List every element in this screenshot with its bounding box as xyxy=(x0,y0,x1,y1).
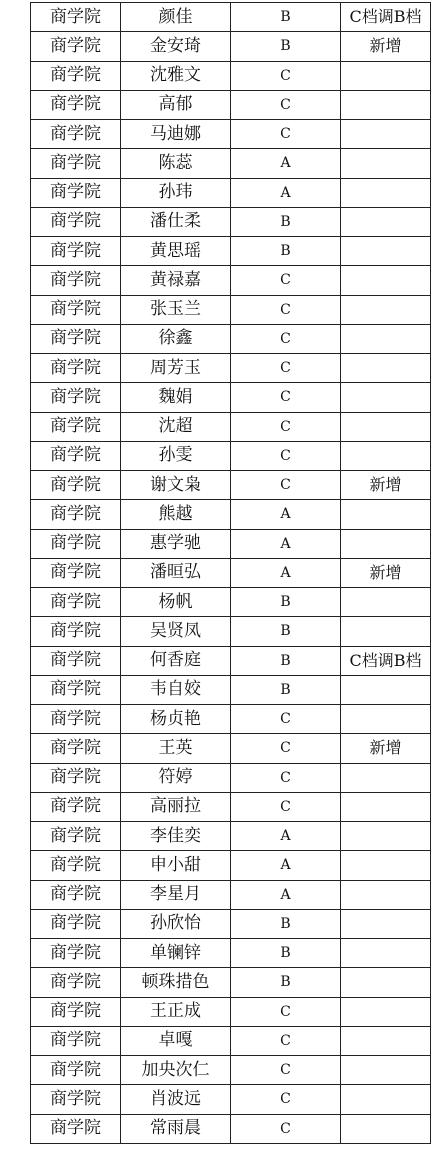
table-row xyxy=(31,500,431,529)
college-cell: 商学院 xyxy=(31,851,121,880)
remark-cell xyxy=(341,939,431,968)
college-cell: 商学院 xyxy=(31,588,121,617)
grade-cell: B xyxy=(231,939,341,968)
remark-cell xyxy=(341,529,431,558)
name-cell: 黄思瑶 xyxy=(121,237,231,266)
college-cell: 商学院 xyxy=(31,734,121,763)
table-row xyxy=(31,471,431,500)
college-cell: 商学院 xyxy=(31,705,121,734)
grade-cell: A xyxy=(231,149,341,178)
college-cell: 商学院 xyxy=(31,617,121,646)
grade-cell: B xyxy=(231,675,341,704)
college-cell: 商学院 xyxy=(31,178,121,207)
grade-cell: C xyxy=(231,441,341,470)
grade-cell: C xyxy=(231,120,341,149)
name-cell: 金安琦 xyxy=(121,32,231,61)
table-row xyxy=(31,441,431,470)
college-cell: 商学院 xyxy=(31,792,121,821)
grade-cell: C xyxy=(231,324,341,353)
college-cell: 商学院 xyxy=(31,558,121,587)
table-row xyxy=(31,646,431,675)
table-row xyxy=(31,90,431,119)
grade-cell: B xyxy=(231,237,341,266)
table-row xyxy=(31,588,431,617)
table-row xyxy=(31,880,431,909)
remark-cell xyxy=(341,149,431,178)
grade-cell: C xyxy=(231,383,341,412)
college-cell: 商学院 xyxy=(31,675,121,704)
grade-cell: C xyxy=(231,997,341,1026)
grade-cell: B xyxy=(231,646,341,675)
remark-cell: 新增 xyxy=(341,471,431,500)
college-cell: 商学院 xyxy=(31,237,121,266)
table-row xyxy=(31,383,431,412)
grade-cell: C xyxy=(231,90,341,119)
table-row xyxy=(31,851,431,880)
college-cell: 商学院 xyxy=(31,646,121,675)
college-cell: 商学院 xyxy=(31,1026,121,1055)
name-cell: 张玉兰 xyxy=(121,295,231,324)
table-row xyxy=(31,3,431,32)
name-cell: 沈超 xyxy=(121,412,231,441)
grade-cell: C xyxy=(231,412,341,441)
grade-cell: C xyxy=(231,61,341,90)
college-cell: 商学院 xyxy=(31,968,121,997)
grade-cell: B xyxy=(231,3,341,32)
table-row xyxy=(31,939,431,968)
name-cell: 单镧锌 xyxy=(121,939,231,968)
table-row xyxy=(31,1056,431,1085)
name-cell: 陈蕊 xyxy=(121,149,231,178)
grade-cell: A xyxy=(231,558,341,587)
remark-cell xyxy=(341,968,431,997)
name-cell: 李星月 xyxy=(121,880,231,909)
grade-cell: B xyxy=(231,207,341,236)
college-cell: 商学院 xyxy=(31,529,121,558)
grade-cell: B xyxy=(231,968,341,997)
remark-cell xyxy=(341,207,431,236)
grade-cell: C xyxy=(231,295,341,324)
college-cell: 商学院 xyxy=(31,1056,121,1085)
name-cell: 李佳奕 xyxy=(121,822,231,851)
remark-cell xyxy=(341,383,431,412)
table-row xyxy=(31,1085,431,1114)
table-row xyxy=(31,792,431,821)
name-cell: 孙雯 xyxy=(121,441,231,470)
remark-cell xyxy=(341,441,431,470)
remark-cell xyxy=(341,354,431,383)
name-cell: 符婷 xyxy=(121,763,231,792)
name-cell: 徐鑫 xyxy=(121,324,231,353)
name-cell: 王正成 xyxy=(121,997,231,1026)
grade-cell: C xyxy=(231,266,341,295)
grade-cell: A xyxy=(231,529,341,558)
grade-cell: C xyxy=(231,1085,341,1114)
name-cell: 高丽拉 xyxy=(121,792,231,821)
grade-cell: B xyxy=(231,617,341,646)
remark-cell xyxy=(341,909,431,938)
table-row xyxy=(31,32,431,61)
name-cell: 惠学驰 xyxy=(121,529,231,558)
remark-cell xyxy=(341,61,431,90)
table-row xyxy=(31,61,431,90)
name-cell: 谢文枭 xyxy=(121,471,231,500)
college-cell: 商学院 xyxy=(31,412,121,441)
remark-cell: C档调B档 xyxy=(341,3,431,32)
table-row xyxy=(31,617,431,646)
grade-cell: B xyxy=(231,32,341,61)
table-row xyxy=(31,822,431,851)
grade-cell: B xyxy=(231,588,341,617)
table-row xyxy=(31,295,431,324)
name-cell: 何香庭 xyxy=(121,646,231,675)
grade-cell: C xyxy=(231,354,341,383)
grade-cell: C xyxy=(231,1114,341,1143)
remark-cell xyxy=(341,324,431,353)
college-cell: 商学院 xyxy=(31,90,121,119)
table-row xyxy=(31,266,431,295)
college-cell: 商学院 xyxy=(31,149,121,178)
name-cell: 孙玮 xyxy=(121,178,231,207)
name-cell: 熊越 xyxy=(121,500,231,529)
name-cell: 马迪娜 xyxy=(121,120,231,149)
college-cell: 商学院 xyxy=(31,997,121,1026)
remark-cell: C档调B档 xyxy=(341,646,431,675)
table-row xyxy=(31,1114,431,1143)
college-cell: 商学院 xyxy=(31,500,121,529)
table-row xyxy=(31,120,431,149)
table-row xyxy=(31,705,431,734)
remark-cell xyxy=(341,178,431,207)
college-cell: 商学院 xyxy=(31,120,121,149)
remark-cell: 新增 xyxy=(341,734,431,763)
grade-cell: C xyxy=(231,1056,341,1085)
name-cell: 吴贤凤 xyxy=(121,617,231,646)
remark-cell xyxy=(341,1026,431,1055)
table-row xyxy=(31,149,431,178)
college-cell: 商学院 xyxy=(31,939,121,968)
grade-cell: C xyxy=(231,763,341,792)
table-row xyxy=(31,763,431,792)
name-cell: 黄禄嘉 xyxy=(121,266,231,295)
college-cell: 商学院 xyxy=(31,354,121,383)
college-cell: 商学院 xyxy=(31,441,121,470)
remark-cell xyxy=(341,412,431,441)
remark-cell: 新增 xyxy=(341,32,431,61)
remark-cell xyxy=(341,588,431,617)
name-cell: 颜佳 xyxy=(121,3,231,32)
name-cell: 肖波远 xyxy=(121,1085,231,1114)
college-cell: 商学院 xyxy=(31,471,121,500)
remark-cell xyxy=(341,822,431,851)
college-cell: 商学院 xyxy=(31,909,121,938)
college-cell: 商学院 xyxy=(31,383,121,412)
remark-cell xyxy=(341,851,431,880)
remark-cell xyxy=(341,266,431,295)
remark-cell xyxy=(341,705,431,734)
remark-cell xyxy=(341,120,431,149)
grade-cell: A xyxy=(231,500,341,529)
table-row xyxy=(31,997,431,1026)
remark-cell xyxy=(341,295,431,324)
table-body xyxy=(31,3,431,1144)
table-row xyxy=(31,529,431,558)
grade-cell: A xyxy=(231,822,341,851)
remark-cell xyxy=(341,997,431,1026)
name-cell: 常雨晨 xyxy=(121,1114,231,1143)
name-cell: 孙欣怡 xyxy=(121,909,231,938)
grade-cell: C xyxy=(231,1026,341,1055)
college-cell: 商学院 xyxy=(31,61,121,90)
student-grade-table xyxy=(30,2,431,1144)
table-row xyxy=(31,237,431,266)
college-cell: 商学院 xyxy=(31,266,121,295)
table-row xyxy=(31,354,431,383)
remark-cell xyxy=(341,500,431,529)
college-cell: 商学院 xyxy=(31,32,121,61)
college-cell: 商学院 xyxy=(31,324,121,353)
college-cell: 商学院 xyxy=(31,822,121,851)
name-cell: 高郁 xyxy=(121,90,231,119)
table-row xyxy=(31,968,431,997)
college-cell: 商学院 xyxy=(31,763,121,792)
table-row xyxy=(31,558,431,587)
name-cell: 加央次仁 xyxy=(121,1056,231,1085)
name-cell: 沈雅文 xyxy=(121,61,231,90)
remark-cell xyxy=(341,792,431,821)
remark-cell xyxy=(341,617,431,646)
grade-cell: A xyxy=(231,880,341,909)
remark-cell xyxy=(341,90,431,119)
name-cell: 王英 xyxy=(121,734,231,763)
name-cell: 潘晅弘 xyxy=(121,558,231,587)
remark-cell: 新增 xyxy=(341,558,431,587)
table-row xyxy=(31,207,431,236)
name-cell: 潘仕柔 xyxy=(121,207,231,236)
remark-cell xyxy=(341,237,431,266)
remark-cell xyxy=(341,675,431,704)
grade-cell: C xyxy=(231,471,341,500)
remark-cell xyxy=(341,1114,431,1143)
name-cell: 顿珠措色 xyxy=(121,968,231,997)
remark-cell xyxy=(341,763,431,792)
table-row xyxy=(31,1026,431,1055)
grade-cell: C xyxy=(231,792,341,821)
table-row xyxy=(31,734,431,763)
name-cell: 卓嘎 xyxy=(121,1026,231,1055)
table-row xyxy=(31,909,431,938)
college-cell: 商学院 xyxy=(31,880,121,909)
name-cell: 杨贞艳 xyxy=(121,705,231,734)
remark-cell xyxy=(341,880,431,909)
table-row xyxy=(31,412,431,441)
college-cell: 商学院 xyxy=(31,1085,121,1114)
name-cell: 申小甜 xyxy=(121,851,231,880)
grade-cell: A xyxy=(231,851,341,880)
grade-cell: B xyxy=(231,909,341,938)
college-cell: 商学院 xyxy=(31,3,121,32)
name-cell: 杨帆 xyxy=(121,588,231,617)
grade-cell: C xyxy=(231,734,341,763)
table-row xyxy=(31,178,431,207)
name-cell: 韦自姣 xyxy=(121,675,231,704)
table-row xyxy=(31,324,431,353)
name-cell: 周芳玉 xyxy=(121,354,231,383)
grade-cell: A xyxy=(231,178,341,207)
remark-cell xyxy=(341,1085,431,1114)
college-cell: 商学院 xyxy=(31,295,121,324)
name-cell: 魏娟 xyxy=(121,383,231,412)
remark-cell xyxy=(341,1056,431,1085)
grade-cell: C xyxy=(231,705,341,734)
college-cell: 商学院 xyxy=(31,1114,121,1143)
college-cell: 商学院 xyxy=(31,207,121,236)
table-row xyxy=(31,675,431,704)
